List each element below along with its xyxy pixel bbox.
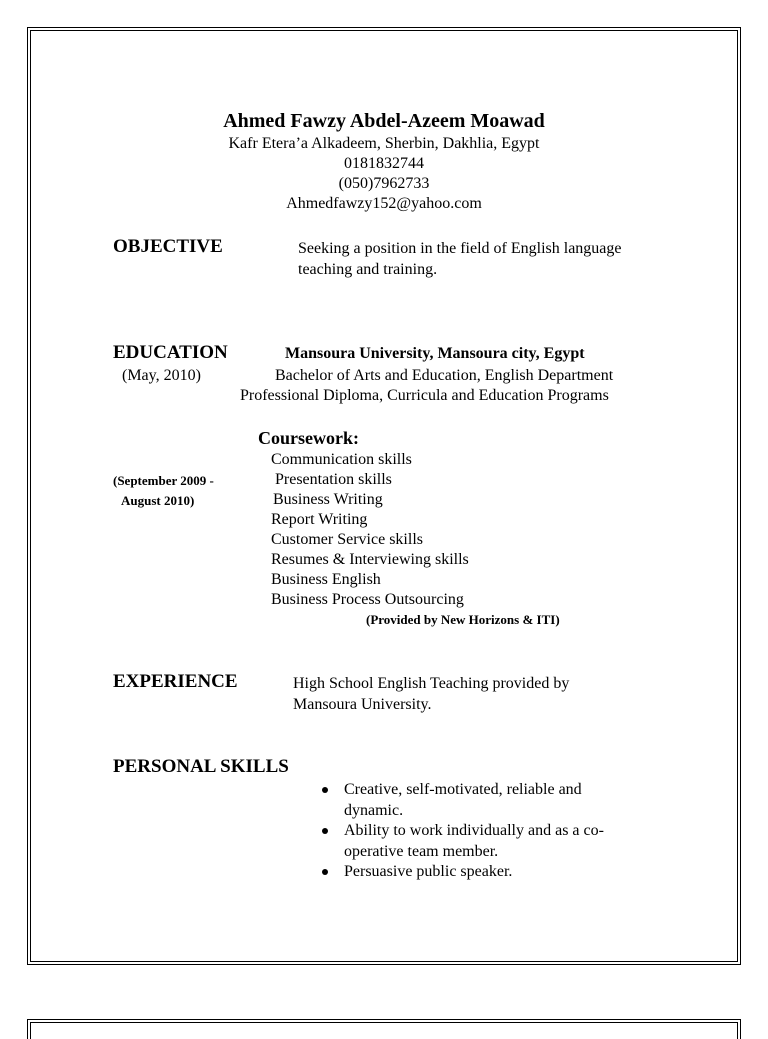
skill-item: Creative, self-motivated, reliable and dynamic. bbox=[322, 780, 652, 821]
bullet-icon bbox=[322, 828, 328, 834]
skill-item: Persuasive public speaker. bbox=[322, 862, 652, 883]
course-item: Report Writing bbox=[271, 511, 368, 528]
coursework-date-line-2: August 2010) bbox=[121, 493, 195, 508]
objective-line-1: Seeking a position in the field of English language bbox=[298, 240, 622, 257]
phone-secondary: (050)7962733 bbox=[338, 175, 430, 192]
education-diploma: Professional Diploma, Curricula and Education Programs bbox=[240, 387, 609, 404]
coursework-heading: Coursework: bbox=[258, 428, 359, 448]
applicant-name: Ahmed Fawzy Abdel-Azeem Moawad bbox=[223, 110, 545, 132]
education-date: (May, 2010) bbox=[122, 367, 201, 384]
coursework-provider-note: (Provided by New Horizons & ITI) bbox=[366, 612, 560, 627]
experience-line-1: High School English Teaching provided by bbox=[293, 675, 570, 692]
next-page-border bbox=[27, 1019, 741, 1039]
address: Kafr Etera’a Alkadeem, Sherbin, Dakhlia, Egypt bbox=[228, 135, 540, 152]
experience-heading: EXPERIENCE bbox=[113, 671, 238, 692]
education-heading: EDUCATION bbox=[113, 342, 228, 363]
personal-skills-heading: PERSONAL SKILLS bbox=[113, 756, 289, 777]
skill-item: Ability to work individually and as a co- operative team member. bbox=[322, 821, 652, 862]
education-degree: Bachelor of Arts and Education, English Department bbox=[275, 367, 614, 384]
bullet-icon bbox=[322, 869, 328, 875]
course-item: Customer Service skills bbox=[271, 531, 423, 548]
phone-primary: 0181832744 bbox=[344, 155, 424, 172]
personal-skills-list bbox=[322, 780, 652, 883]
course-item: Presentation skills bbox=[275, 471, 392, 488]
course-item: Resumes & Interviewing skills bbox=[271, 551, 469, 568]
course-item: Communication skills bbox=[271, 451, 412, 468]
coursework-date-line-1: (September 2009 - bbox=[113, 473, 214, 488]
bullet-icon bbox=[322, 787, 328, 793]
course-item: Business English bbox=[271, 571, 381, 588]
objective-heading: OBJECTIVE bbox=[113, 236, 223, 257]
course-item: Business Writing bbox=[273, 491, 383, 508]
course-item: Business Process Outsourcing bbox=[271, 591, 464, 608]
education-institution: Mansoura University, Mansoura city, Egypt bbox=[285, 345, 585, 362]
experience-line-2: Mansoura University. bbox=[293, 696, 432, 713]
objective-line-2: teaching and training. bbox=[298, 261, 438, 278]
email: Ahmedfawzy152@yahoo.com bbox=[286, 195, 482, 212]
